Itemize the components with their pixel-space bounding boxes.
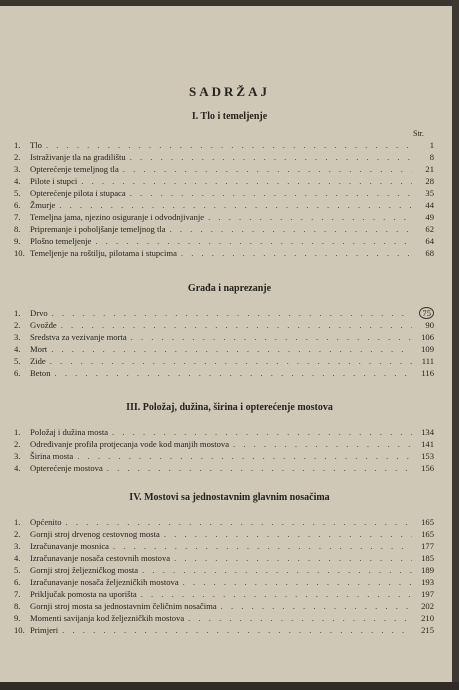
leader-dots <box>142 564 412 576</box>
toc-entry <box>14 450 434 462</box>
leader-dots <box>113 540 412 552</box>
entry-number: 1. <box>14 308 21 318</box>
entry-label: Izračunavanje mosnica <box>30 541 109 551</box>
entry-number: 3. <box>14 332 21 342</box>
leader-dots <box>77 450 412 462</box>
toc-entry <box>14 438 434 450</box>
leader-dots <box>62 624 412 636</box>
leader-dots <box>141 588 412 600</box>
entry-label: Gornji stroj željezničkog mosta <box>30 565 139 575</box>
entry-page: 165 <box>421 529 434 539</box>
entry-number: 2. <box>14 439 21 449</box>
entry-label: Drvo <box>30 308 48 318</box>
entry-page: 90 <box>425 320 434 330</box>
entry-number: 3. <box>14 541 21 551</box>
toc-entry <box>14 462 434 474</box>
entry-page: 197 <box>421 589 434 599</box>
entry-number: 9. <box>14 236 21 246</box>
leader-dots <box>183 576 412 588</box>
entry-number: 8. <box>14 601 21 611</box>
section-heading-2: Građa i naprezanje <box>187 283 272 294</box>
entry-number: 2. <box>14 320 21 330</box>
entry-number: 1. <box>14 427 21 437</box>
entry-page: 35 <box>425 188 434 198</box>
toc-entry <box>14 624 434 636</box>
entry-number: 3. <box>14 451 21 461</box>
entry-label: Plošno temeljenje <box>30 236 92 246</box>
leader-dots <box>52 307 412 319</box>
entry-page: 75 <box>419 307 434 319</box>
page-edge-right <box>452 0 459 690</box>
entry-page: 109 <box>421 344 434 354</box>
entry-number: 7. <box>14 212 21 222</box>
toc-entry <box>14 307 434 319</box>
toc-entry <box>14 516 434 528</box>
toc-entry <box>14 151 434 163</box>
leader-dots <box>46 139 412 151</box>
toc-entry <box>14 600 434 612</box>
leader-dots <box>123 163 412 175</box>
entry-number: 5. <box>14 565 21 575</box>
entry-label: Sredstva za vezivanje morta <box>30 332 127 342</box>
page-edge-top <box>0 0 459 6</box>
entry-label: Zide <box>30 356 46 366</box>
entry-page: 106 <box>421 332 434 342</box>
toc-entry <box>14 612 434 624</box>
leader-dots <box>131 331 412 343</box>
entry-number: 7. <box>14 589 21 599</box>
entry-label: Opterećenje temeljnog tla <box>30 164 119 174</box>
entry-page: 111 <box>421 356 434 366</box>
toc-section-4 <box>14 516 434 636</box>
entry-number: 6. <box>14 200 21 210</box>
entry-page: 210 <box>421 613 434 623</box>
entry-label: Izračunavanje nosača željezničkih mostova <box>30 577 179 587</box>
leader-dots <box>181 247 412 259</box>
toc-entry <box>14 426 434 438</box>
entry-number: 2. <box>14 152 21 162</box>
entry-page: 8 <box>429 152 434 162</box>
toc-entry <box>14 367 434 379</box>
page-edge-bottom <box>0 682 459 690</box>
entry-label: Beton <box>30 368 51 378</box>
entry-page: 21 <box>425 164 434 174</box>
entry-page: 189 <box>421 565 434 575</box>
entry-number: 4. <box>14 553 21 563</box>
entry-label: Mort <box>30 344 48 354</box>
entry-label: Gornji stroj mosta sa jednostavnim čeličnim nosačima <box>30 601 217 611</box>
section-heading-3: III. Položaj, dužina, širina i opterećenje mostova <box>126 402 333 413</box>
toc-entry <box>14 223 434 235</box>
toc-entry <box>14 247 434 259</box>
entry-label: Opterećenje pilota i stupaca <box>30 188 126 198</box>
entry-label: Gvožđe <box>30 320 57 330</box>
page-title: SADRŽAJ <box>189 84 270 99</box>
entry-page: 44 <box>425 200 434 210</box>
leader-dots <box>170 223 412 235</box>
entry-page: 49 <box>425 212 434 222</box>
leader-dots <box>50 355 412 367</box>
entry-number: 2. <box>14 529 21 539</box>
section-heading-1: I. Tlo i temeljenje <box>191 111 268 122</box>
entry-page: 64 <box>425 236 434 246</box>
toc-entry <box>14 540 434 552</box>
entry-number: 6. <box>14 368 21 378</box>
entry-page: 177 <box>421 541 434 551</box>
toc-entry <box>14 355 434 367</box>
entry-page: 68 <box>425 248 434 258</box>
leader-dots <box>174 552 412 564</box>
leader-dots <box>61 319 412 331</box>
entry-label: Primjeri <box>30 625 59 635</box>
entry-page: 134 <box>421 427 434 437</box>
toc-entry <box>14 588 434 600</box>
leader-dots <box>208 211 412 223</box>
entry-label: Širina mosta <box>30 451 74 461</box>
entry-page: 62 <box>425 224 434 234</box>
entry-page: 156 <box>421 463 434 473</box>
toc-entry <box>14 163 434 175</box>
entry-page: 215 <box>421 625 434 635</box>
leader-dots <box>112 426 412 438</box>
toc-entry <box>14 211 434 223</box>
entry-label: Tlo <box>30 140 42 150</box>
entry-label: Opterećenje mostova <box>30 463 103 473</box>
entry-page: 202 <box>421 601 434 611</box>
toc-entry <box>14 139 434 151</box>
entry-number: 8. <box>14 224 21 234</box>
entry-label: Pripremanje i poboljšanje temeljnog tla <box>30 224 166 234</box>
toc-entry <box>14 552 434 564</box>
entry-label: Izračunavanje nosača cestovnih mostova <box>30 553 171 563</box>
toc-entry <box>14 319 434 331</box>
entry-page: 185 <box>421 553 434 563</box>
entry-number: 6. <box>14 577 21 587</box>
entry-page: 1 <box>429 140 434 150</box>
entry-number: 9. <box>14 613 21 623</box>
leader-dots <box>164 528 412 540</box>
toc-entry <box>14 564 434 576</box>
leader-dots <box>221 600 412 612</box>
entry-number: 10. <box>14 248 25 258</box>
leader-dots <box>51 343 412 355</box>
entry-number: 10. <box>14 625 25 635</box>
toc-entry <box>14 343 434 355</box>
entry-label: Priključak pomosta na uporišta <box>30 589 137 599</box>
leader-dots <box>233 438 412 450</box>
toc-entry <box>14 187 434 199</box>
entry-number: 5. <box>14 356 21 366</box>
leader-dots <box>59 199 412 211</box>
leader-dots <box>130 187 412 199</box>
toc-entry <box>14 576 434 588</box>
entry-page: 153 <box>421 451 434 461</box>
entry-label: Pilote i stupci <box>30 176 78 186</box>
entry-label: Općenito <box>30 517 62 527</box>
entry-label: Gornji stroj drvenog cestovnog mosta <box>30 529 160 539</box>
toc-entry <box>14 331 434 343</box>
toc-entry <box>14 235 434 247</box>
entry-label: Temeljna jama, njezino osiguranje i odvodnjivanje <box>30 212 205 222</box>
leader-dots <box>55 367 412 379</box>
entry-page: 28 <box>425 176 434 186</box>
leader-dots <box>130 151 412 163</box>
entry-label: Određivanje profila protjecanja vode kod manjih mostova <box>30 439 230 449</box>
entry-number: 5. <box>14 188 21 198</box>
leader-dots <box>107 462 412 474</box>
entry-label: Žmurje <box>30 200 56 210</box>
section-heading-4: IV. Mostovi sa jednostavnim glavnim nosačima <box>129 492 330 503</box>
entry-label: Temeljenje na roštilju, pilotama i stupcima <box>30 248 177 258</box>
toc-section-2 <box>14 307 434 379</box>
entry-number: 4. <box>14 344 21 354</box>
entry-number: 4. <box>14 463 21 473</box>
entry-label: Istraživanje tla na gradilištu <box>30 152 126 162</box>
entry-label: Momenti savijanja kod željezničkih mostova <box>30 613 185 623</box>
entry-number: 1. <box>14 517 21 527</box>
leader-dots <box>66 516 412 528</box>
toc-section-1 <box>14 139 434 259</box>
page-column-label: Str. <box>413 129 424 138</box>
entry-number: 3. <box>14 164 21 174</box>
leader-dots <box>95 235 412 247</box>
leader-dots <box>188 612 412 624</box>
entry-page: 193 <box>421 577 434 587</box>
entry-page: 116 <box>421 368 434 378</box>
entry-label: Položaj i dužina mosta <box>30 427 109 437</box>
leader-dots <box>81 175 412 187</box>
entry-number: 4. <box>14 176 21 186</box>
toc-entry <box>14 199 434 211</box>
entry-page: 141 <box>421 439 434 449</box>
toc-entry <box>14 528 434 540</box>
entry-page: 165 <box>421 517 434 527</box>
toc-entry <box>14 175 434 187</box>
toc-section-3 <box>14 426 434 474</box>
entry-number: 1. <box>14 140 21 150</box>
